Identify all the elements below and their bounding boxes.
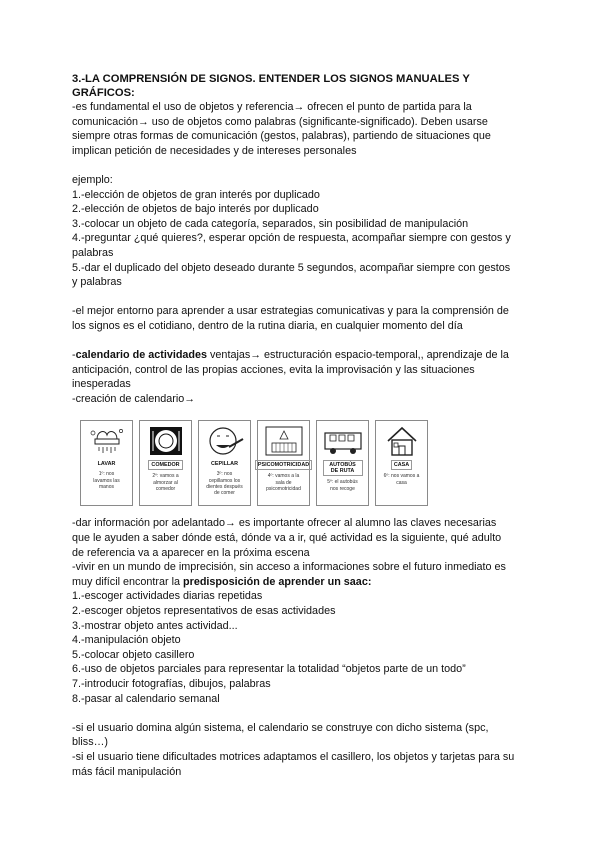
desc-line: 4º: vamos a la: [267, 473, 300, 480]
text-line: -si el usuario domina algún sistema, el calendario se construye con dicho sistema (spc,: [72, 721, 489, 734]
desc-line: cepillamos los: [208, 477, 241, 484]
bus-icon: [321, 425, 365, 457]
desc-line: comedor: [155, 485, 176, 492]
card-label: PSICOMOTRICIDAD: [255, 460, 312, 470]
heading-line-2: GRÁFICOS:: [72, 87, 135, 99]
card-label: COMEDOR: [148, 460, 182, 470]
plate-icon: [144, 425, 188, 457]
desc-line: sala de: [275, 479, 292, 486]
desc-line: 1º: nos: [98, 471, 115, 478]
desc-line: 3º: nos: [216, 471, 233, 478]
predisposition-plain: muy difícil encontrar la: [72, 575, 184, 588]
desc-line: manos: [98, 483, 114, 490]
calendar-prefix: -: [72, 349, 76, 362]
card-description: [382, 473, 422, 485]
card-description: [204, 471, 244, 496]
text-line: inesperadas: [72, 378, 131, 391]
card-label: CEPILLAR: [211, 461, 238, 468]
text-line: de referencia va a aparecer en la próxima escena: [72, 546, 310, 559]
calendar-card: [375, 420, 428, 506]
gym-icon: [262, 425, 306, 457]
calendar-bold-term: calendario de actividades: [75, 349, 208, 362]
intro-paragraph: [72, 100, 528, 158]
calendar-card: [139, 420, 192, 506]
example-label: ejemplo:: [72, 173, 113, 186]
house-icon: [380, 425, 424, 457]
text-line: [72, 575, 528, 590]
desc-line: 5º: el autobús: [327, 479, 358, 486]
list-item: 2.-elección de objetos de bajo interés por duplicado: [72, 203, 319, 216]
desc-line: 2º: vamos a: [152, 473, 179, 480]
calendar-card: [257, 420, 310, 506]
card-description: [150, 473, 180, 492]
desc-line: psicomotricidad: [266, 485, 301, 492]
card-label: LAVAR: [97, 461, 116, 468]
desc-line: dientes después: [206, 483, 243, 490]
text-line: más fácil manipulación: [72, 765, 182, 778]
info-paragraph: [72, 516, 528, 589]
toothbrush-face-icon: [203, 425, 247, 457]
list-item: 1.-escoger actividades diarias repetidas: [72, 590, 263, 603]
heading-line-1: 3.-LA COMPRENSIÓN DE SIGNOS. ENTENDER LOS SIGNOS MANUALES Y: [72, 73, 470, 85]
calendar-card: [198, 420, 251, 506]
calendar-line1-rest: ventajas→ estructuración espacio-temporal,, aprendizaje de la: [207, 349, 509, 362]
list-item: y palabras: [72, 276, 122, 289]
text-line: -si el usuario tiene dificultades motrices adaptamos el casillero, los objetos y tarjetas para su: [72, 750, 515, 763]
list-item: 7.-introducir fotografías, dibujos, palabras: [72, 678, 271, 690]
card-description: [264, 473, 303, 492]
desc-line: almorzar al: [153, 479, 178, 486]
calendar-card: [80, 420, 133, 506]
card-description: [91, 471, 121, 490]
list-item: 3.-mostrar objeto antes actividad...: [72, 619, 238, 632]
closing-paragraph: [72, 721, 528, 779]
list-item: 8.-pasar al calendario semanal: [72, 692, 220, 705]
text-line: -vivir en un mundo de imprecisión, sin acceso a informaciones sobre el futuro inmediato es: [72, 561, 506, 574]
text-line: los signos es el cotidiano, dentro de la rutina diaria, en cualquier momento del día: [72, 319, 463, 332]
list-item: palabras: [72, 246, 114, 259]
example-list: [72, 173, 528, 290]
list-item: 3.-colocar un objeto de cada categoría, separados, sin posibilidad de manipulación: [72, 217, 469, 230]
desc-line: de comer: [214, 490, 235, 497]
list-item: 6.-uso de objetos parciales para representar la totalidad “objetos parte de un todo”: [72, 663, 466, 676]
text-line: comunicación→ uso de objetos como palabras (significante-significado). Deben usarse: [72, 115, 488, 128]
list-item: 2.-escoger objetos representativos de esas actividades: [72, 605, 336, 618]
text-line: implican petición de necesidades y de intereses personales: [72, 144, 357, 157]
list-item: 4.-preguntar ¿qué quieres?, esperar opción de respuesta, acompañar siempre con gestos y: [72, 232, 511, 245]
steps-list: [72, 589, 528, 706]
calendar-card: [316, 420, 369, 506]
activity-calendar: [80, 420, 528, 506]
card-label: AUTOBÚS DE RUTA: [323, 460, 363, 476]
card-label: CASA: [391, 460, 412, 470]
text-line: -dar información por adelantado→ es importante ofrecer al alumno las claves necesarias: [72, 517, 497, 530]
desc-line: 6º: nos vamos a: [383, 473, 420, 480]
text-line: [72, 348, 528, 363]
desc-line: lavamos las: [93, 477, 120, 484]
text-line: que le ayuden a saber dónde está, dónde va a ir, qué actividad es la siguiente, qué adulto: [72, 532, 502, 545]
list-item: 5.-colocar objeto casillero: [72, 648, 195, 661]
card-description: [325, 479, 359, 491]
text-line: siempre otras formas de comunicación (gestos, palabras), partiendo de situaciones que: [72, 130, 491, 143]
calendar-paragraph: [72, 348, 528, 406]
desc-line: casa: [396, 479, 407, 486]
list-item: 5.-dar el duplicado del objeto deseado durante 5 segundos, acompañar siempre con gestos: [72, 261, 511, 274]
hand-washing-icon: [85, 425, 129, 457]
text-line: -es fundamental el uso de objetos y referencia→ ofrecen el punto de partida para la: [72, 101, 472, 113]
text-line: bliss…): [72, 736, 108, 749]
environment-paragraph: [72, 304, 528, 333]
text-line: -creación de calendario→: [72, 392, 196, 405]
text-line: -el mejor entorno para aprender a usar estrategias comunicativas y para la comprensión de: [72, 305, 509, 318]
predisposition-bold: predisposición de aprender un saac:: [183, 575, 372, 588]
desc-line: nos recoge: [330, 485, 355, 492]
text-line: anticipación, control de las propias acciones, evita la improvisación y las situaciones: [72, 363, 475, 376]
section-heading: [72, 72, 528, 100]
list-item: 4.-manipulación objeto: [72, 634, 181, 647]
list-item: 1.-elección de objetos de gran interés por duplicado: [72, 188, 320, 201]
